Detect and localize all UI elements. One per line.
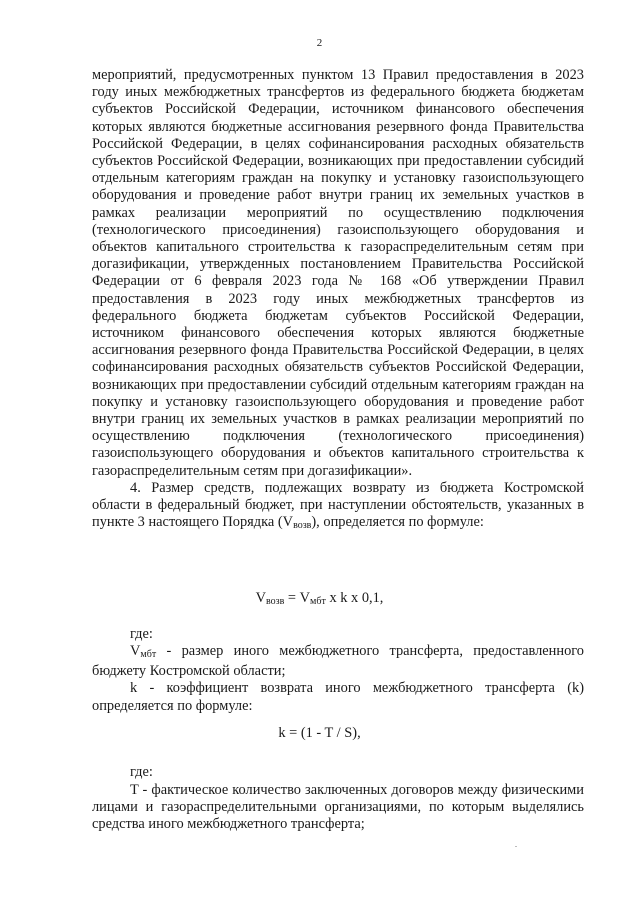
paragraph-continuation: мероприятий, предусмотренных пунктом 13 Правил предоставления в 2023 году иных межбюджетных трансфертов из федерального бюджета бюджетам субъектов Российской Федерации, источником финансового обеспечения которых являются бюджетные ассигнования резервного фонда Правительства Российской Федерации, в целях софинансирования расходных обязательств субъектов Российской Федерации, возникающих при предоставлении субсидий отдельным категориям граждан на покупку и установку газоиспользующего оборудования и проведение работ внутри границ их земельных участков в рамках реализации мероприятий по осуществлению подключения (технологического присоединения) газоиспользующего оборудования и объектов капитального строительства к газораспределительным сетям при догазификации, утвержденных постановлением Правительства Российской Федерации от 6 февраля 2023 года № 168 «Об утверждении Правил предоставления в 2023 году иных межбюджетных трансфертов из федерального бюджета бюджетам субъектов Российской Федерации, источником финансового обеспечения которых являются бюджетные ассигнования резервного фонда Правительства Российской Федерации, в целях софинансирования расходных обязательств субъектов Российской Федерации, возникающих при предоставлении субсидий отдельным категориям граждан на покупку и установку газоиспользующего оборудования и проведение работ внутри границ их земельных участков в рамках реализации мероприятий по осуществлению подключения (технологического присоединения) газоиспользующего оборудования и объектов капитального строительства к газораспределительным сетям при догазификации». [92, 67, 584, 479]
paragraph-4: 4. Размер средств, подлежащих возврату из бюджета Костромской области в федеральный бюджет, при наступлении обстоятельств, указанных в пункте 3 настоящего Порядка $(V_{возв})$, определяется по формуле: [92, 479, 584, 532]
where-label-2: где: [130, 764, 153, 780]
definitions-block-2 [92, 782, 584, 834]
formula-k: k = (1 - T / S), [278, 725, 361, 741]
definition-v-mbt: $V_{мбт}$ - размер иного межбюджетного трансферта, предоставленного бюджету Костромской области; [92, 643, 584, 680]
definition-t: T - фактическое количество заключенных договоров между физическими лицами и газораспределительными организациями, по которым выделялись средства иного межбюджетного трансферта; [92, 782, 584, 833]
definitions-block-1 [92, 643, 584, 715]
where-label-1: где: [130, 626, 153, 642]
definition-k: k - коэффициент возврата иного межбюджетного трансферта (k) определяется по формуле: [92, 680, 584, 714]
body-text [92, 67, 584, 534]
scan-speck [515, 846, 517, 847]
formula-v-return: $V_{возв} = V_{мбт}$ x k x 0,1, [255, 590, 384, 607]
page-number: 2 [316, 37, 323, 49]
